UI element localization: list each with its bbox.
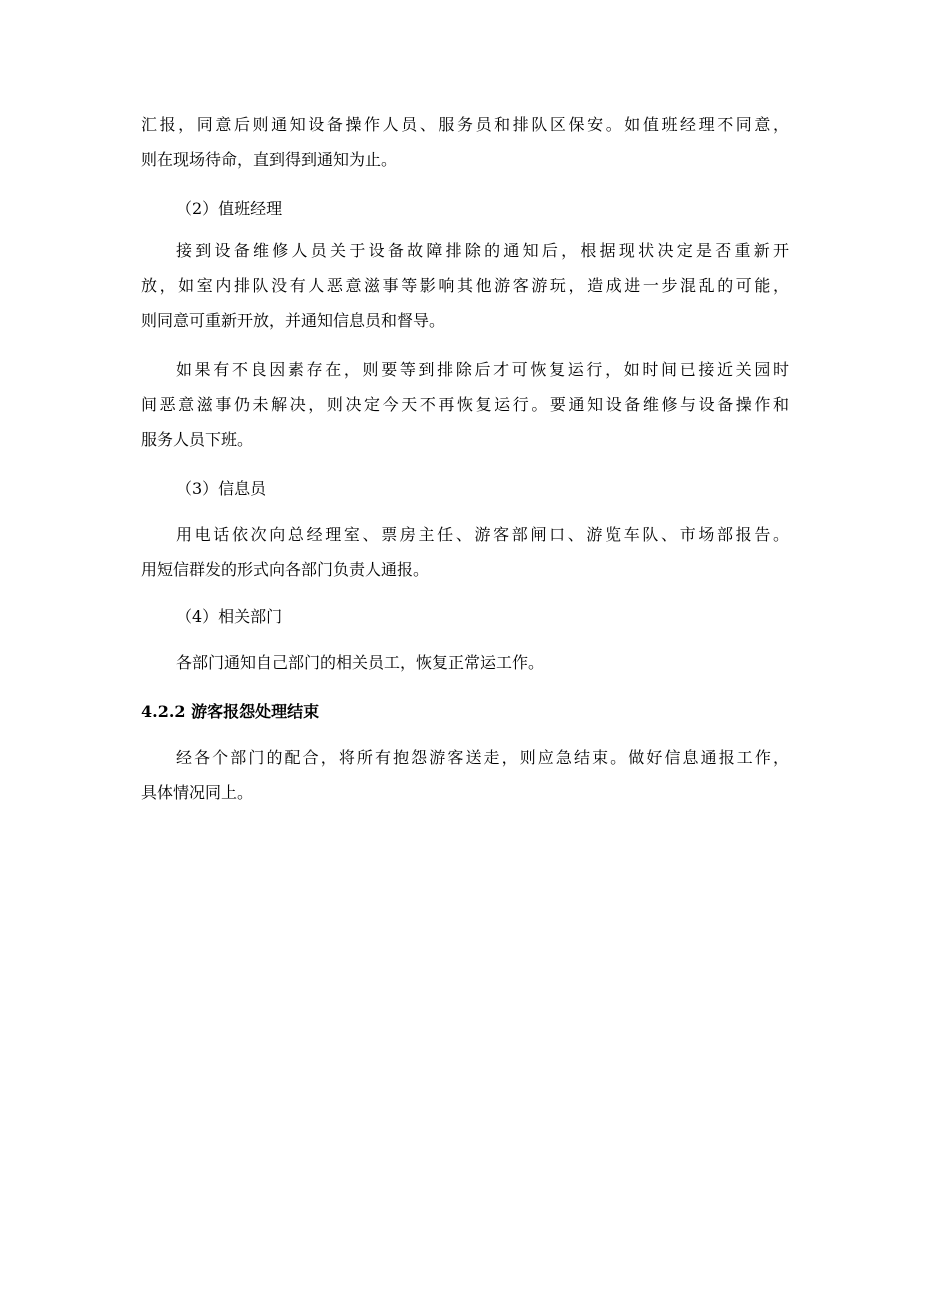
paragraph-adverse-factors <box>141 352 789 457</box>
text-line: 具体情况同上。 <box>141 783 254 802</box>
text-line: 放，如室内排队没有人恶意滋事等影响其他游客游玩，造成进一步混乱的可能， <box>141 276 789 295</box>
subheading-related-departments: （4）相关部门 <box>176 607 283 626</box>
text-line: 则同意可重新开放，并通知信息员和督导。 <box>141 311 446 330</box>
section-heading-4-2-2: 4.2.2 游客报怨处理结束 <box>141 702 320 721</box>
text-line: 用电话依次向总经理室、票房主任、游客部闸口、游览车队、市场部报告。 <box>176 525 789 544</box>
subheading-information-officer: （3）信息员 <box>176 479 267 498</box>
paragraph-complaint-end <box>141 740 789 810</box>
text-line: 各部门通知自己部门的相关员工，恢复正常运工作。 <box>176 653 545 672</box>
subheading-duty-manager: （2）值班经理 <box>176 199 283 218</box>
paragraph-duty-manager <box>141 233 789 338</box>
text-line: 则在现场待命，直到得到通知为止。 <box>141 150 398 169</box>
text-line: 接到设备维修人员关于设备故障排除的通知后，根据现状决定是否重新开 <box>176 241 789 260</box>
text-line: 服务人员下班。 <box>141 430 254 449</box>
text-line: 间恶意滋事仍未解决，则决定今天不再恢复运行。要通知设备维修与设备操作和 <box>141 395 789 414</box>
text-line: 如果有不良因素存在，则要等到排除后才可恢复运行，如时间已接近关园时 <box>176 360 789 379</box>
paragraph-related-departments <box>141 645 789 680</box>
paragraph-information-officer <box>141 517 789 587</box>
text-line: 用短信群发的形式向各部门负责人通报。 <box>141 560 430 579</box>
text-line: 汇报，同意后则通知设备操作人员、服务员和排队区保安。如值班经理不同意， <box>141 115 789 134</box>
text-line: 经各个部门的配合，将所有抱怨游客送走，则应急结束。做好信息通报工作， <box>176 748 789 767</box>
paragraph-report-continuation <box>141 107 789 177</box>
